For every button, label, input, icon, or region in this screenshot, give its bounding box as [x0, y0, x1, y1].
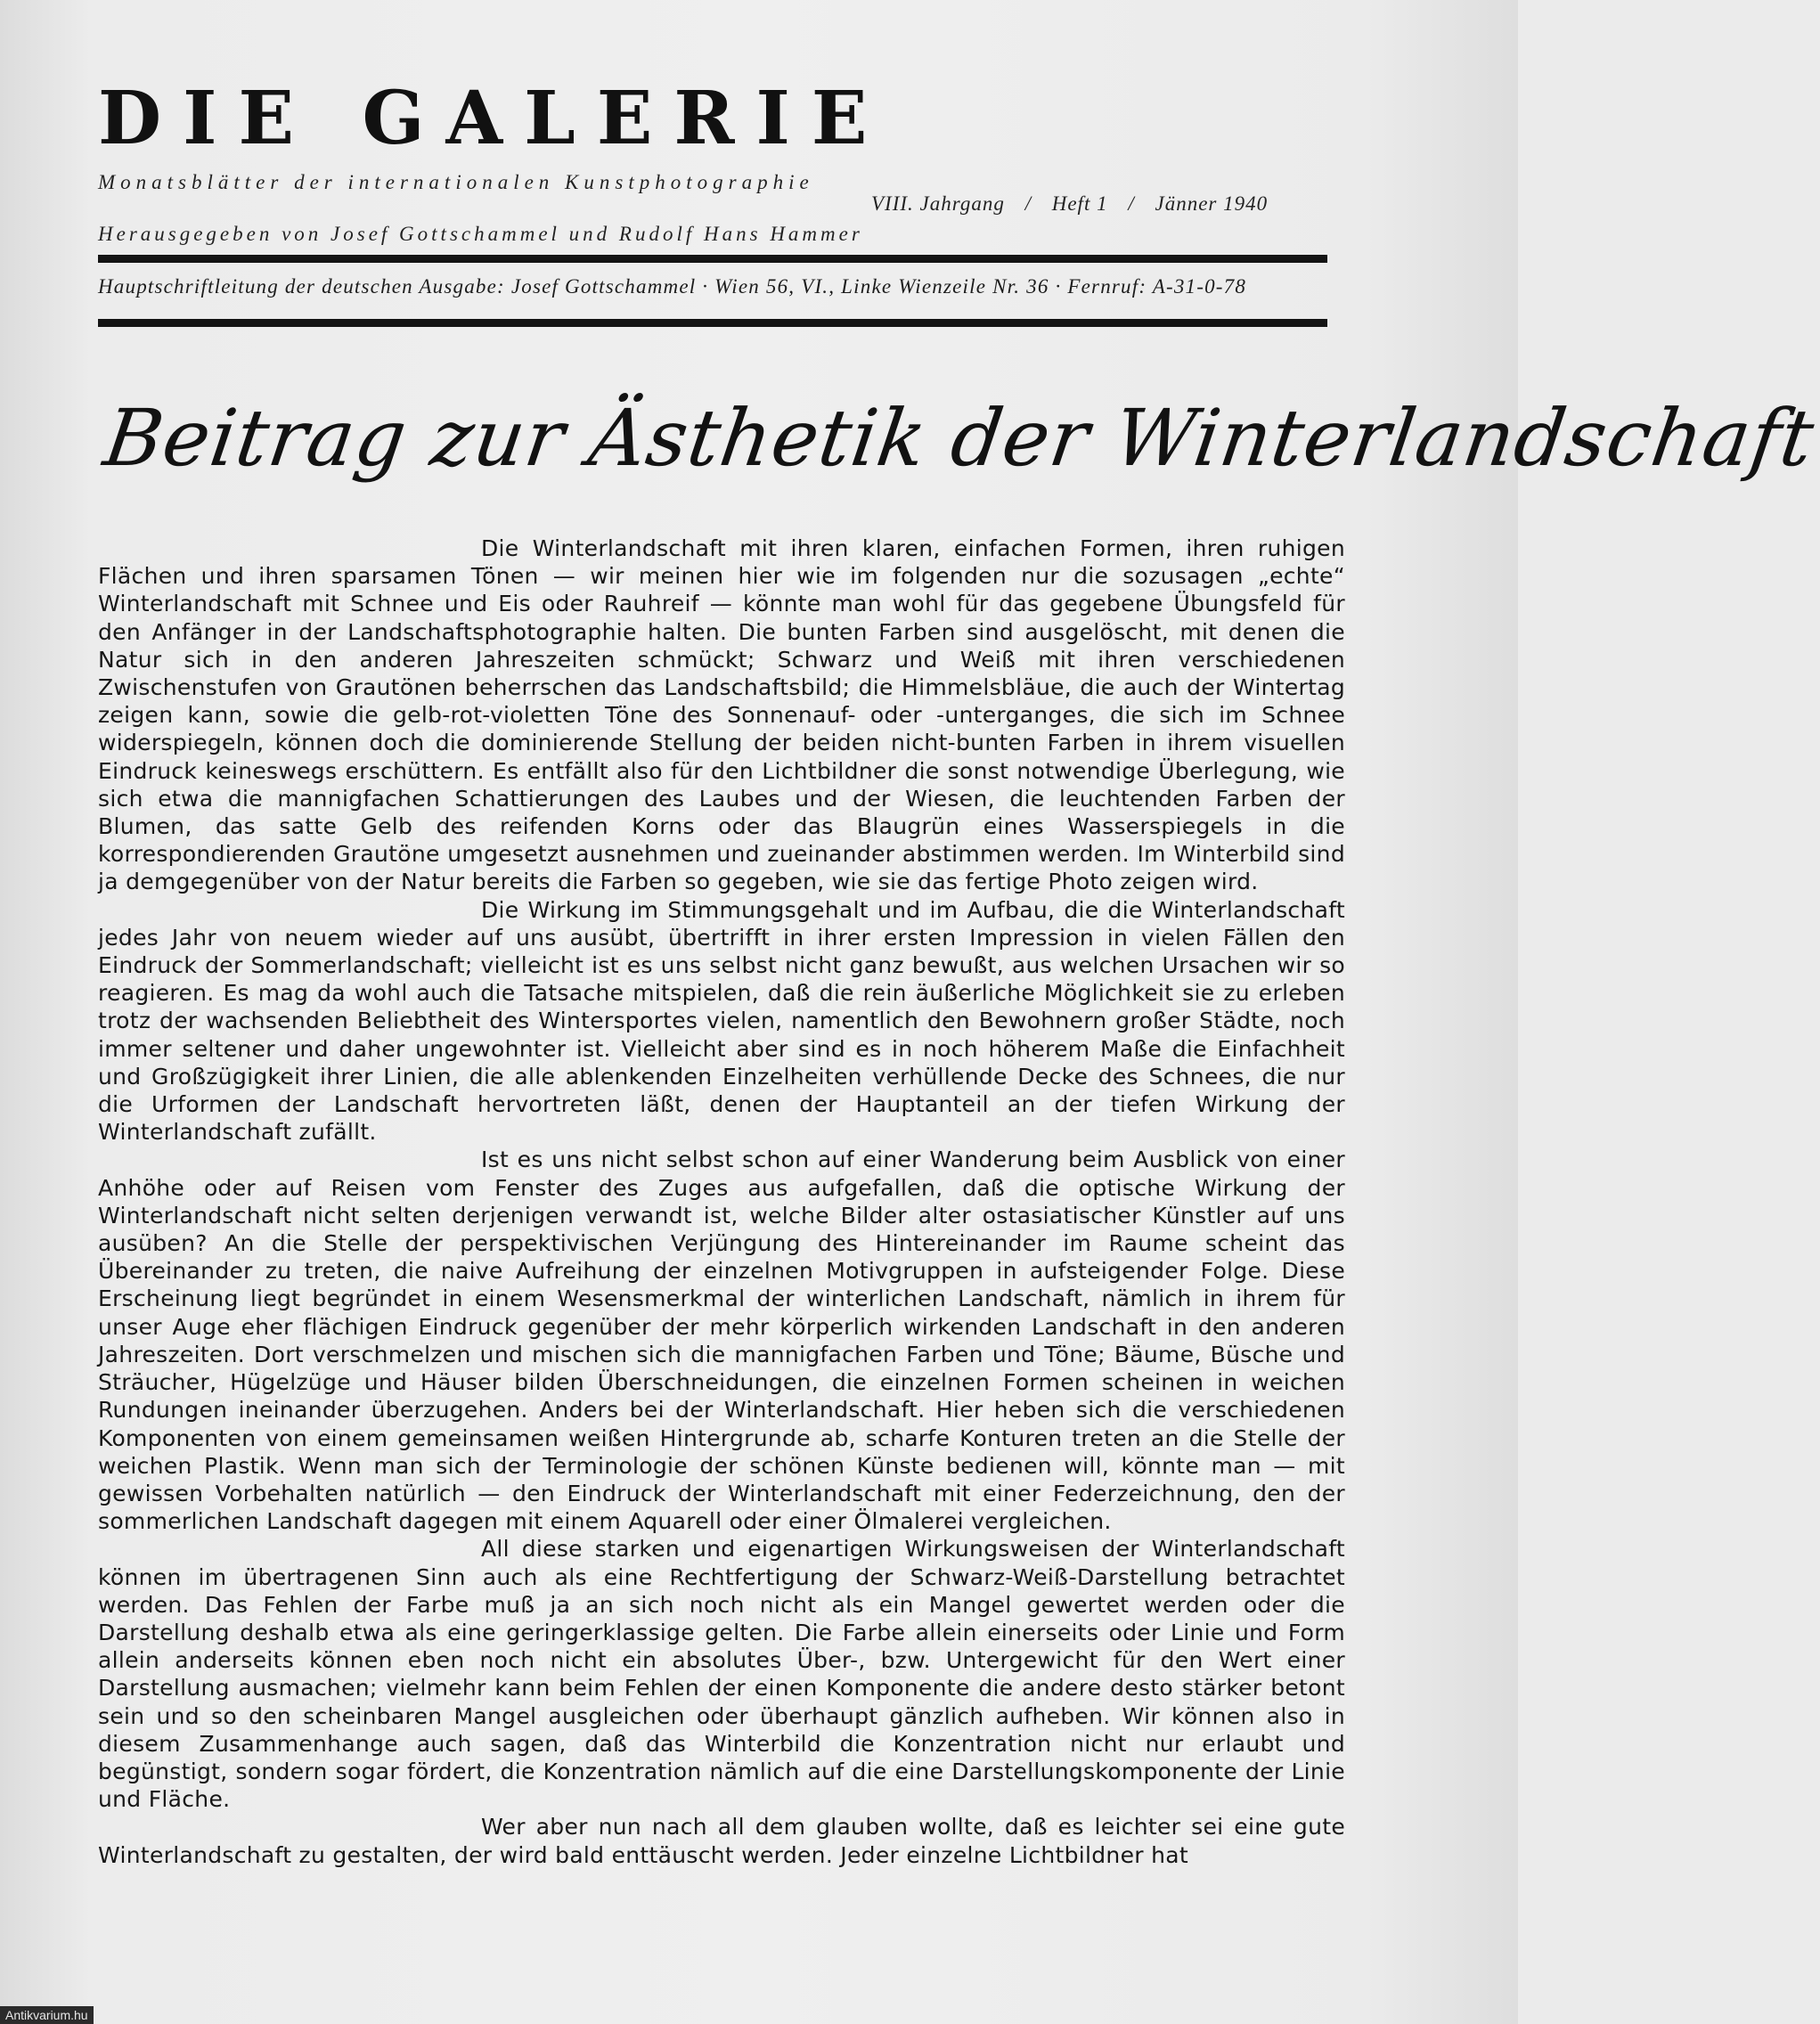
- masthead: [98, 76, 1327, 245]
- issue-info: [871, 192, 1282, 216]
- editorial-line: Hauptschriftleitung der deutschen Ausgabe: Josef Gottschammel · Wien 56, VI., Linke Wienzeile Nr. 36 · Fernruf: A-31-0-78: [98, 275, 1247, 298]
- masthead-rule-top: [98, 255, 1327, 263]
- issue-date: Jänner 1940: [1155, 192, 1269, 215]
- article-title: Beitrag zur Ästhetik der Winterlandschaft: [98, 392, 1820, 484]
- masthead-rule-bottom: [98, 319, 1327, 327]
- article-paragraph: Ist es uns nicht selbst schon auf einer Wanderung beim Ausblick von einer Anhöhe oder auf Reisen vom Fenster des Zuges aus aufgefallen, daß die optische Wirkung der Winterlandschaft nicht selten derjenigen verwandt ist, welche Bilder alter ostasiatischer Künstler auf uns ausüben? An die Stelle der perspektivischen Verjüngung des Hintereinander im Raume scheint das Übereinander zu treten, die naive Aufreihung der einzelnen Motivgruppen in aufsteigender Folge. Diese Erscheinung liegt begründet in einem Wesensmerkmal der winterlichen Landschaft, nämlich in ihrem für unser Auge eher flächigen Eindruck gegenüber der mehr körperlich wirkenden Landschaft in den anderen Jahreszeiten. Dort verschmelzen und mischen sich die mannigfachen Farben und Töne; Bäume, Büsche und Sträucher, Hügelzüge und Häuser bilden Überschneidungen, die einzelnen Formen scheinen in weichen Rundungen ineinander überzugehen. Anders bei der Winterlandschaft. Hier heben sich die verschiedenen Komponenten von einem gemeinsamen weißen Hintergrunde ab, scharfe Konturen treten an die Stelle der weichen Plastik. Wenn man sich der Terminologie der schönen Künste bedienen will, könnte man — mit gewissen Vorbehalten natürlich — den Eindruck der Winterlandschaft mit einer Federzeichnung, den der sommerlichen Landschaft dagegen mit einem Aquarell oder einer Ölmalerei vergleichen.: [98, 1147, 1345, 1535]
- issue-label: Heft 1: [1051, 192, 1108, 215]
- article-paragraph: Die Wirkung im Stimmungsgehalt und im Aufbau, die die Winterlandschaft jedes Jahr von neuem wieder auf uns ausübt, übertrifft in ihrer ersten Impression in vielen Fällen den Eindruck der Sommerlandschaft; vielleicht ist es uns selbst nicht ganz bewußt, aus welchen Ursachen wir so reagieren. Es mag da wohl auch die Tatsache mitspielen, daß die rein äußerliche Möglichkeit sie zu erleben trotz der wachsenden Beliebtheit des Wintersportes vielen, namentlich den Bewohnern großer Städte, noch immer seltener und daher ungewohnter ist. Vielleicht aber sind es in noch höherem Maße die Einfachheit und Großzügigkeit ihrer Linien, die alle ablenkenden Einzelheiten verhüllende Decke des Schnees, die nur die Urformen der Landschaft hervortreten läßt, denen der Hauptanteil an der tiefen Wirkung der Winterlandschaft zufällt.: [98, 896, 1345, 1146]
- issue-separator: /: [1024, 192, 1032, 215]
- article-body: [98, 535, 1345, 1869]
- issue-separator: /: [1128, 192, 1135, 215]
- article-paragraph: Die Winterlandschaft mit ihren klaren, einfachen Formen, ihren ruhigen Flächen und ihren sparsamen Tönen — wir meinen hier wie im folgenden nur die sozusagen „echte“ Winterlandschaft mit Schnee und Eis oder Rauhreif — könnte man wohl für das gegebene Übungsfeld für den Anfänger in der Landschaftsphotographie halten. Die bunten Farben sind ausgelöscht, mit denen die Natur sich in den anderen Jahreszeiten schmückt; Schwarz und Weiß mit ihren verschiedenen Zwischenstufen von Grautönen beherrschen das Landschaftsbild; die Himmelsbläue, die auch der Wintertag zeigen kann, sowie die gelb-rot-violetten Töne des Sonnenauf- oder -unterganges, die sich im Schnee widerspiegeln, können doch die dominierende Stellung der beiden nicht-bunten Farben in ihrem visuellen Eindruck keineswegs erschüttern. Es entfällt also für den Lichtbildner die sonst notwendige Überlegung, wie sich etwa die mannigfachen Schattierungen des Laubes und der Wiesen, die leuchtenden Farben der Blumen, das satte Gelb des reifenden Korns oder das Blaugrün eines Wasserspiegels in die korrespondierenden Grautöne umgesetzt ausnehmen und zueinander abstimmen werden. Im Winterbild sind ja demgegenüber von der Natur bereits die Farben so gegeben, wie sie das fertige Photo zeigen wird.: [98, 535, 1345, 895]
- magazine-subtitle: Monatsblätter der internationalen Kunstphotographie: [98, 171, 814, 193]
- article-paragraph: Wer aber nun nach all dem glauben wollte, daß es leichter sei eine gute Winterlandschaft zu gestalten, der wird bald enttäuscht werden. Jeder einzelne Lichtbildner hat: [98, 1814, 1345, 1868]
- watermark: Antikvarium.hu: [0, 2006, 94, 2024]
- magazine-title: DIE GALERIE: [98, 76, 889, 161]
- volume-label: VIII. Jahrgang: [871, 192, 1005, 215]
- article-paragraph: All diese starken und eigenartigen Wirkungsweisen der Winterlandschaft können im übertragenen Sinn auch als eine Rechtfertigung der Schwarz-Weiß-Darstellung betrachtet werden. Das Fehlen der Farbe muß ja an sich noch nicht als ein Mangel gewertet werden oder die Darstellung deshalb etwa als eine geringerklassige gelten. Die Farbe allein einerseits oder Linie und Form allein anderseits können eben noch nicht ein absolutes Über-, bzw. Untergewicht für den Wert einer Darstellung ausmachen; vielmehr kann beim Fehlen der einen Komponente die andere desto stärker betont sein und so den scheinbaren Mangel ausgleichen oder überhaupt gänzlich aufheben. Wir können also in diesem Zusammenhange auch sagen, daß das Winterbild die Konzentration nicht nur erlaubt und begünstigt, sondern sogar fördert, die Konzentration nämlich auf die eine Darstellungskomponente der Linie und Fläche.: [98, 1536, 1345, 1813]
- publishers-line: Herausgegeben von Josef Gottschammel und Rudolf Hans Hammer: [98, 223, 863, 245]
